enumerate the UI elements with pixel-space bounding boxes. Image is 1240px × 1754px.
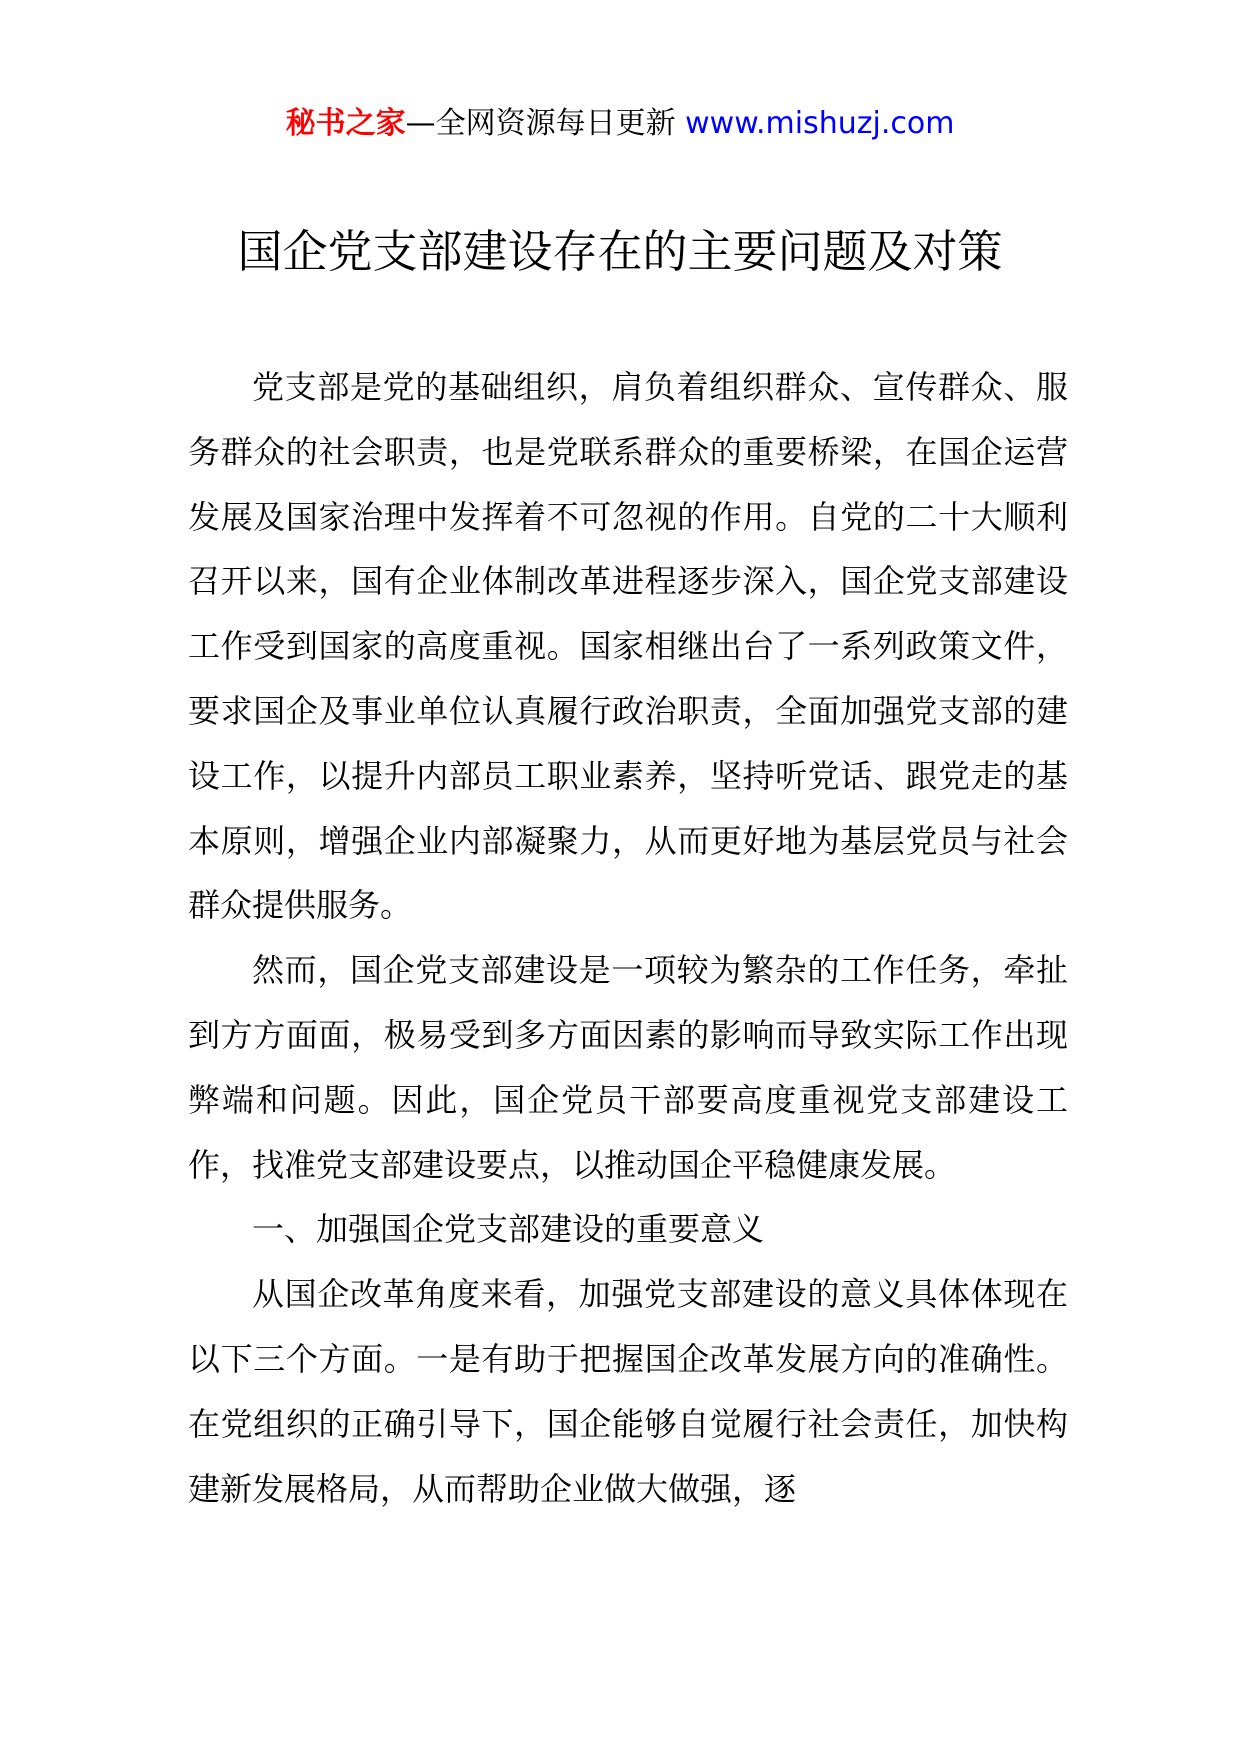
document-title: 国企党支部建设存在的主要问题及对策 (237, 225, 1003, 278)
section-1-paragraph: 从国企改革角度来看，加强党支部建设的意义具体体现在以下三个方面。一是有助于把握国企改革发展方向的准确性。在党组织的正确引导下，国企能够自觉履行社会责任，加快构建新发展格局，从而帮助企业做大做强，逐 (188, 1275, 1068, 1508)
brand-name: 秘书之家 (285, 106, 406, 141)
header-tagline: —全网资源每日更新 (405, 106, 686, 141)
section-heading-1: 一、加强国企党支部建设的重要意义 (252, 1210, 765, 1249)
document-body (188, 355, 1068, 1521)
site-link[interactable]: www.mishuzj.com (685, 106, 955, 141)
site-header (0, 104, 1240, 144)
paragraph-intro: 党支部是党的基础组织，肩负着组织群众、宣传群众、服务群众的社会职责，也是党联系群众的重要桥梁，在国企运营发展及国家治理中发挥着不可忽视的作用。自党的二十大顺利召开以来，国有企业体制改革进程逐步深入，国企党支部建设工作受到国家的高度重视。国家相继出台了一系列政策文件，要求国企及事业单位认真履行政治职责，全面加强党支部的建设工作，以提升内部员工职业素养，坚持听党话、跟党走的基本原则，增强企业内部凝聚力，从而更好地为基层党员与社会群众提供服务。 (188, 368, 1068, 925)
paragraph-however: 然而，国企党支部建设是一项较为繁杂的工作任务，牵扯到方方面面，极易受到多方面因素的影响而导致实际工作出现弊端和问题。因此，国企党员干部要高度重视党支部建设工作，找准党支部建设要点，以推动国企平稳健康发展。 (188, 951, 1068, 1184)
